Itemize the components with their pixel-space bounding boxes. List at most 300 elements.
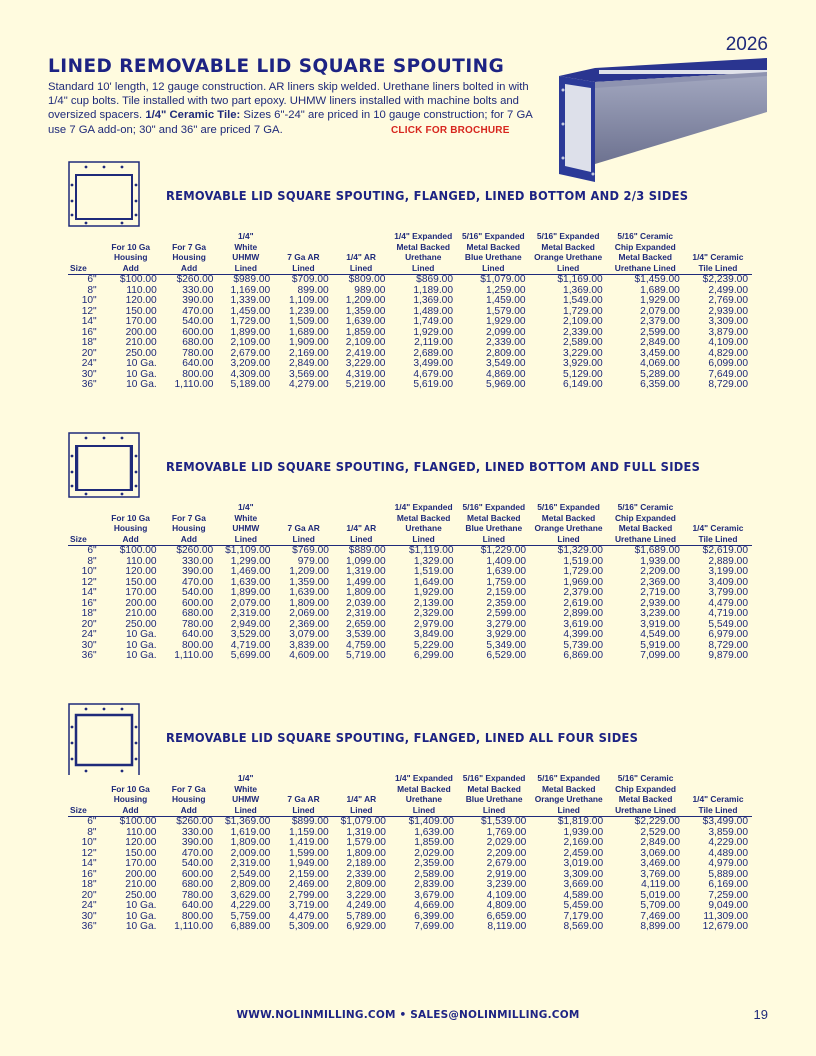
table-row [68, 651, 752, 662]
column-header: 5/16" Ceramic Chip Expanded Metal Backed Urethane Lined [607, 231, 684, 275]
price-cell: 1,359.00 [289, 576, 329, 588]
price-cell: 1,459.00 [230, 305, 271, 317]
price-cell: 3,309.00 [708, 316, 748, 328]
price-cell: 10 Ga. [125, 910, 157, 922]
price-table [68, 502, 752, 662]
price-cell: 3,499.00 [413, 358, 453, 370]
price-cell: $260.00 [176, 816, 214, 828]
price-cell: 3,409.00 [708, 576, 748, 588]
price-cell: 150.00 [125, 305, 157, 317]
price-cell: 2,099.00 [485, 326, 526, 338]
size-cell: 8" [87, 826, 97, 838]
price-cell: 1,419.00 [289, 837, 329, 849]
price-cell: 470.00 [181, 847, 214, 859]
price-cell: 330.00 [182, 284, 214, 296]
price-cell: 1,929.00 [640, 295, 680, 307]
size-cell: 30" [81, 910, 97, 922]
price-cell: 2,339.00 [485, 337, 526, 349]
price-cell: 1,519.00 [563, 555, 603, 567]
price-cell: 2,979.00 [413, 618, 454, 630]
price-cell: 5,549.00 [708, 618, 748, 630]
price-cell: 4,479.00 [289, 910, 329, 922]
price-cell: 5,229.00 [413, 639, 454, 651]
price-cell: 1,639.00 [486, 566, 527, 578]
price-cell: 10 Ga. [125, 900, 157, 912]
price-cell: 1,209.00 [289, 566, 329, 578]
price-cell: 2,379.00 [563, 587, 603, 599]
price-cell: 390.00 [182, 295, 214, 307]
column-header: 1/4" Ceramic Tile Lined [684, 773, 752, 817]
price-cell: 800.00 [182, 368, 214, 380]
price-cell: 2,939.00 [708, 305, 748, 317]
size-cell: 16" [81, 326, 97, 338]
price-cell: 5,459.00 [563, 900, 604, 912]
price-cell: 540.00 [181, 858, 214, 870]
price-cell: 250.00 [125, 618, 157, 630]
price-cell: $889.00 [348, 545, 386, 557]
price-cell: 1,469.00 [230, 566, 271, 578]
price-cell: $1,229.00 [480, 545, 527, 557]
price-cell: 4,979.00 [708, 858, 748, 870]
price-cell: 2,369.00 [289, 618, 329, 630]
price-cell: 4,759.00 [345, 639, 386, 651]
price-cell: 120.00 [125, 837, 157, 849]
size-cell: 10" [81, 295, 97, 307]
price-cell: 1,369.00 [413, 295, 453, 307]
price-cell: 200.00 [125, 868, 157, 880]
brochure-link-part2: BROCHURE [450, 125, 510, 136]
price-cell: 2,849.00 [289, 358, 329, 370]
size-cell: 16" [81, 597, 97, 609]
price-cell: 9,049.00 [708, 900, 748, 912]
price-cell: 5,309.00 [289, 921, 329, 933]
price-cell: 1,809.00 [289, 597, 329, 609]
price-cell: 5,699.00 [230, 650, 271, 662]
size-cell: 6" [87, 545, 97, 557]
column-header: 1/4" White UHMW Lined [217, 502, 274, 546]
price-cell: 120.00 [125, 566, 157, 578]
price-cell: 1,689.00 [289, 326, 329, 338]
column-header: For 10 Ga Housing Add [101, 502, 161, 546]
price-cell: 2,689.00 [413, 347, 453, 359]
price-cell: $1,109.00 [225, 545, 271, 557]
column-header: 7 Ga AR Lined [274, 773, 332, 817]
price-cell: 2,599.00 [640, 326, 680, 338]
price-cell: 2,719.00 [640, 587, 680, 599]
price-cell: 11,309.00 [703, 910, 748, 922]
price-cell: 1,599.00 [289, 847, 329, 859]
price-cell: 1,239.00 [289, 305, 329, 317]
price-cell: 4,809.00 [486, 900, 527, 912]
price-table [68, 773, 752, 933]
price-cell: 1,109.00 [289, 295, 329, 307]
price-cell: 2,029.00 [414, 847, 454, 859]
price-cell: 2,359.00 [414, 858, 454, 870]
intro-bold: 1/4" Ceramic Tile: [145, 109, 241, 122]
price-cell: 1,319.00 [345, 566, 386, 578]
size-cell: 18" [81, 608, 97, 620]
price-cell: 780.00 [182, 618, 214, 630]
price-cell: 210.00 [125, 337, 157, 349]
price-cell: 6,149.00 [563, 379, 603, 391]
price-cell: 5,189.00 [230, 379, 271, 391]
price-cell: $1,369.00 [224, 816, 271, 828]
price-cell: 1,519.00 [413, 566, 454, 578]
price-cell: $260.00 [176, 545, 214, 557]
price-cell: 1,639.00 [345, 316, 386, 328]
price-cell: 2,079.00 [230, 597, 271, 609]
price-cell: 2,769.00 [708, 295, 748, 307]
size-cell: 36" [81, 921, 97, 933]
column-header: 5/16" Expanded Metal Backed Orange Urethane Lined [530, 231, 607, 275]
price-cell: 640.00 [182, 358, 214, 370]
price-cell: 800.00 [182, 639, 214, 651]
price-cell: 1,969.00 [563, 576, 603, 588]
price-cell: 2,109.00 [345, 337, 386, 349]
price-cell: 1,809.00 [346, 847, 386, 859]
price-cell: 2,899.00 [563, 608, 603, 620]
price-cell: 3,549.00 [485, 358, 526, 370]
price-cell: 170.00 [125, 858, 157, 870]
price-cell: 3,799.00 [708, 587, 748, 599]
column-header: 5/16" Ceramic Chip Expanded Metal Backed Urethane Lined [607, 773, 684, 817]
column-header: For 7 Ga Housing Add [161, 502, 218, 546]
price-cell: 2,809.00 [346, 879, 386, 891]
price-cell: 1,110.00 [174, 921, 214, 933]
year-label: 2026 [725, 34, 768, 55]
price-cell: 4,249.00 [346, 900, 386, 912]
price-cell: 1,499.00 [345, 576, 386, 588]
price-cell: 330.00 [181, 826, 214, 838]
price-cell: 3,569.00 [289, 368, 329, 380]
price-cell: $899.00 [291, 816, 329, 828]
price-cell: 2,109.00 [230, 337, 271, 349]
price-cell: 110.00 [126, 826, 157, 838]
price-cell: 1,769.00 [486, 826, 527, 838]
size-cell: 18" [81, 879, 97, 891]
price-cell: 1,899.00 [230, 326, 271, 338]
price-cell: 4,479.00 [708, 597, 748, 609]
price-cell: 2,939.00 [640, 597, 680, 609]
price-cell: 210.00 [125, 879, 157, 891]
price-cell: 6,399.00 [414, 910, 454, 922]
price-cell: 4,609.00 [289, 650, 329, 662]
price-cell: 2,169.00 [289, 347, 329, 359]
size-cell: 8" [87, 555, 97, 567]
price-cell: $3,499.00 [702, 816, 748, 828]
price-cell: $1,409.00 [408, 816, 454, 828]
size-cell: 6" [87, 816, 97, 828]
price-cell: 4,489.00 [708, 847, 748, 859]
price-cell: 3,239.00 [640, 608, 680, 620]
price-cell: 3,859.00 [708, 826, 748, 838]
price-cell: 3,879.00 [708, 326, 748, 338]
price-cell: 110.00 [126, 555, 157, 567]
price-cell: 1,159.00 [289, 826, 329, 838]
price-cell: 2,339.00 [563, 326, 603, 338]
column-header: 5/16" Expanded Metal Backed Blue Urethane Lined [458, 773, 530, 817]
column-header: 5/16" Expanded Metal Backed Blue Urethane Lined [457, 231, 530, 275]
price-cell: 1,809.00 [345, 587, 386, 599]
price-cell: 5,219.00 [345, 379, 386, 391]
price-cell: $100.00 [119, 274, 157, 286]
price-cell: 2,459.00 [563, 847, 604, 859]
price-cell: 1,859.00 [414, 837, 454, 849]
size-cell: 6" [87, 274, 97, 286]
price-cell: 3,839.00 [289, 639, 329, 651]
price-cell: 5,759.00 [230, 910, 271, 922]
column-header: 1/4" Expanded Metal Backed Urethane Lined [390, 773, 458, 817]
price-cell: 4,719.00 [230, 639, 271, 651]
price-cell: $100.00 [119, 545, 157, 557]
price-cell: 2,839.00 [414, 879, 454, 891]
price-cell: 4,109.00 [486, 889, 527, 901]
price-cell: 2,069.00 [289, 608, 329, 620]
column-header: 1/4" AR Lined [333, 502, 390, 546]
price-cell: 1,579.00 [485, 305, 526, 317]
price-cell: 200.00 [125, 326, 157, 338]
price-cell: 1,929.00 [413, 326, 453, 338]
price-cell: 2,369.00 [640, 576, 680, 588]
price-cell: $1,329.00 [557, 545, 603, 557]
column-header: 5/16" Expanded Metal Backed Orange Urethane Lined [530, 502, 607, 546]
price-cell: 7,649.00 [708, 368, 748, 380]
price-cell: $709.00 [291, 274, 329, 286]
price-cell: 2,109.00 [563, 316, 603, 328]
price-cell: 3,229.00 [345, 358, 386, 370]
size-cell: 10" [81, 566, 97, 578]
price-cell: 5,019.00 [640, 889, 680, 901]
price-cell: 2,079.00 [640, 305, 680, 317]
price-cell: 5,709.00 [640, 900, 680, 912]
price-cell: $809.00 [348, 274, 386, 286]
price-cell: 4,109.00 [708, 337, 748, 349]
price-cell: 2,209.00 [486, 847, 527, 859]
price-cell: 8,899.00 [640, 921, 680, 933]
price-cell: 3,469.00 [640, 858, 680, 870]
price-cell: 1,409.00 [486, 555, 527, 567]
price-cell: 10 Ga. [125, 629, 157, 641]
price-cell: 5,889.00 [708, 868, 748, 880]
price-cell: 3,919.00 [640, 618, 680, 630]
spout-product-image [555, 54, 769, 188]
price-cell: 10 Ga. [126, 368, 157, 380]
brochure-link[interactable] [391, 125, 510, 136]
price-cell: 1,899.00 [230, 587, 271, 599]
column-header: 1/4" Expanded Metal Backed Urethane Lined [389, 231, 457, 275]
price-cell: 2,469.00 [289, 879, 329, 891]
price-cell: 4,669.00 [414, 900, 454, 912]
price-cell: 3,199.00 [708, 566, 748, 578]
price-cell: 2,159.00 [289, 868, 329, 880]
price-cell: 2,589.00 [414, 868, 454, 880]
price-cell: $1,079.00 [340, 816, 386, 828]
price-cell: 390.00 [181, 837, 214, 849]
price-cell: 2,599.00 [486, 608, 527, 620]
price-cell: 3,539.00 [345, 629, 386, 641]
price-cell: 540.00 [182, 316, 214, 328]
price-cell: 2,679.00 [486, 858, 527, 870]
column-header: For 10 Ga Housing Add [101, 231, 161, 275]
price-cell: 1,759.00 [486, 576, 527, 588]
price-cell: 2,319.00 [230, 608, 271, 620]
price-cell: 1,859.00 [345, 326, 386, 338]
page-title: LINED REMOVABLE LID SQUARE SPOUTING [48, 55, 505, 77]
price-cell: 2,849.00 [640, 837, 680, 849]
intro-text-1: Standard 10' length, 12 gauge construction. AR liners skip welded. Urethane liners bolted in with 1/4" cup bolts. Tile installed with two part epoxy. UHMW liners installed with machine bolts and oversized spacers. [48, 81, 529, 122]
size-cell: 20" [81, 347, 97, 359]
price-cell: 4,719.00 [708, 608, 748, 620]
price-cell: 600.00 [181, 868, 214, 880]
price-cell: 4,399.00 [563, 629, 603, 641]
price-cell: 7,699.00 [414, 921, 454, 933]
price-cell: 7,099.00 [640, 650, 680, 662]
price-cell: 4,229.00 [230, 900, 271, 912]
price-cell: 600.00 [182, 326, 214, 338]
price-cell: 3,629.00 [230, 889, 271, 901]
price-cell: 2,379.00 [640, 316, 680, 328]
price-cell: 1,329.00 [413, 555, 454, 567]
price-cell: 680.00 [181, 879, 214, 891]
price-cell: 9,879.00 [708, 650, 748, 662]
price-cell: 2,209.00 [640, 566, 680, 578]
price-cell: 7,259.00 [708, 889, 748, 901]
price-cell: 2,319.00 [345, 608, 386, 620]
price-cell: 1,689.00 [640, 284, 680, 296]
price-cell: 4,279.00 [289, 379, 329, 391]
price-cell: 8,119.00 [487, 921, 527, 933]
price-cell: 2,809.00 [230, 879, 271, 891]
price-cell: 800.00 [181, 910, 214, 922]
price-cell: 1,579.00 [346, 837, 386, 849]
price-cell: 1,549.00 [563, 295, 603, 307]
price-cell: 2,009.00 [230, 847, 271, 859]
price-cell: 1,729.00 [563, 305, 603, 317]
price-cell: 250.00 [125, 347, 157, 359]
price-cell: $1,539.00 [480, 816, 527, 828]
price-cell: 150.00 [125, 847, 157, 859]
price-cell: 1,639.00 [289, 587, 329, 599]
section-title: REMOVABLE LID SQUARE SPOUTING, FLANGED, LINED ALL FOUR SIDES [166, 731, 639, 745]
price-cell: 1,169.00 [230, 284, 271, 296]
price-cell: 4,589.00 [563, 889, 604, 901]
size-cell: 14" [81, 587, 97, 599]
price-cell: 6,929.00 [346, 921, 386, 933]
price-cell: 10 Ga. [125, 650, 157, 662]
brochure-link-part1: CLICK FOR [391, 125, 451, 136]
price-cell: 10 Ga. [125, 921, 157, 933]
price-cell: 3,459.00 [640, 347, 680, 359]
price-cell: 2,319.00 [230, 858, 271, 870]
price-cell: 2,949.00 [230, 618, 271, 630]
price-cell: 2,329.00 [413, 608, 454, 620]
column-header: Size [68, 502, 101, 546]
column-header: 1/4" Expanded Metal Backed Urethane Lined [390, 502, 458, 546]
column-header: Size [68, 231, 101, 275]
price-cell: 8,729.00 [708, 639, 748, 651]
size-cell: 18" [81, 337, 97, 349]
size-cell: 8" [87, 284, 97, 296]
price-cell: 1,749.00 [413, 316, 453, 328]
price-cell: 640.00 [181, 900, 214, 912]
price-cell: 3,719.00 [289, 900, 329, 912]
column-header: 1/4" Ceramic Tile Lined [684, 502, 752, 546]
price-cell: 1,259.00 [485, 284, 526, 296]
price-cell: 780.00 [182, 347, 214, 359]
price-cell: 3,019.00 [563, 858, 604, 870]
column-header: 1/4" White UHMW Lined [217, 773, 274, 817]
size-cell: 14" [81, 858, 97, 870]
price-cell: 12,679.00 [702, 921, 748, 933]
price-cell: 7,469.00 [640, 910, 680, 922]
price-cell: 5,789.00 [346, 910, 386, 922]
price-cell: 1,909.00 [289, 337, 329, 349]
price-cell: 3,239.00 [486, 879, 527, 891]
price-cell: 1,729.00 [563, 566, 603, 578]
table-row [68, 380, 752, 391]
price-cell: 1,649.00 [413, 576, 454, 588]
price-cell: 1,929.00 [485, 316, 526, 328]
price-cell: 3,929.00 [486, 629, 527, 641]
price-cell: 1,339.00 [230, 295, 271, 307]
size-cell: 12" [81, 576, 97, 588]
section-title: REMOVABLE LID SQUARE SPOUTING, FLANGED, LINED BOTTOM AND FULL SIDES [166, 460, 701, 474]
price-cell: 3,229.00 [563, 347, 603, 359]
price-cell: 4,119.00 [641, 879, 680, 891]
price-cell: 2,529.00 [640, 826, 680, 838]
price-cell: 10 Ga. [125, 639, 157, 651]
price-cell: 1,939.00 [563, 826, 604, 838]
size-cell: 36" [81, 650, 97, 662]
price-cell: 1,110.00 [174, 650, 214, 662]
price-cell: 5,919.00 [640, 639, 680, 651]
price-cell: $2,239.00 [702, 274, 748, 286]
column-header: 5/16" Expanded Metal Backed Orange Urethane Lined [530, 773, 607, 817]
price-cell: 470.00 [182, 305, 214, 317]
price-cell: 250.00 [125, 889, 157, 901]
price-cell: 680.00 [182, 608, 214, 620]
price-cell: 170.00 [125, 316, 157, 328]
price-cell: $769.00 [292, 545, 329, 557]
price-cell: 120.00 [125, 295, 157, 307]
price-cell: 6,659.00 [486, 910, 527, 922]
price-cell: 680.00 [182, 337, 214, 349]
price-cell: 1,299.00 [230, 555, 271, 567]
price-cell: $989.00 [233, 274, 271, 286]
column-header: For 10 Ga Housing Add [101, 773, 161, 817]
price-cell: 1,110.00 [174, 379, 214, 391]
footer-contact: WWW.NOLINMILLING.COM • SALES@NOLINMILLING.COM [236, 1009, 580, 1021]
price-cell: 470.00 [182, 576, 214, 588]
size-cell: 30" [81, 368, 97, 380]
price-cell: 4,679.00 [413, 368, 453, 380]
price-cell: $1,079.00 [480, 274, 526, 286]
flange-diagram-icon [68, 161, 140, 233]
price-cell: 3,209.00 [230, 358, 271, 370]
size-cell: 24" [81, 900, 97, 912]
price-cell: 4,829.00 [708, 347, 748, 359]
size-cell: 20" [81, 889, 97, 901]
price-cell: 6,889.00 [230, 921, 271, 933]
price-cell: 3,279.00 [486, 618, 527, 630]
column-header: For 7 Ga Housing Add [161, 231, 218, 275]
size-cell: 16" [81, 868, 97, 880]
price-cell: 3,849.00 [413, 629, 454, 641]
price-cell: 6,099.00 [708, 358, 748, 370]
price-cell: 5,289.00 [640, 368, 680, 380]
price-cell: 2,419.00 [345, 347, 386, 359]
price-cell: 200.00 [125, 597, 157, 609]
